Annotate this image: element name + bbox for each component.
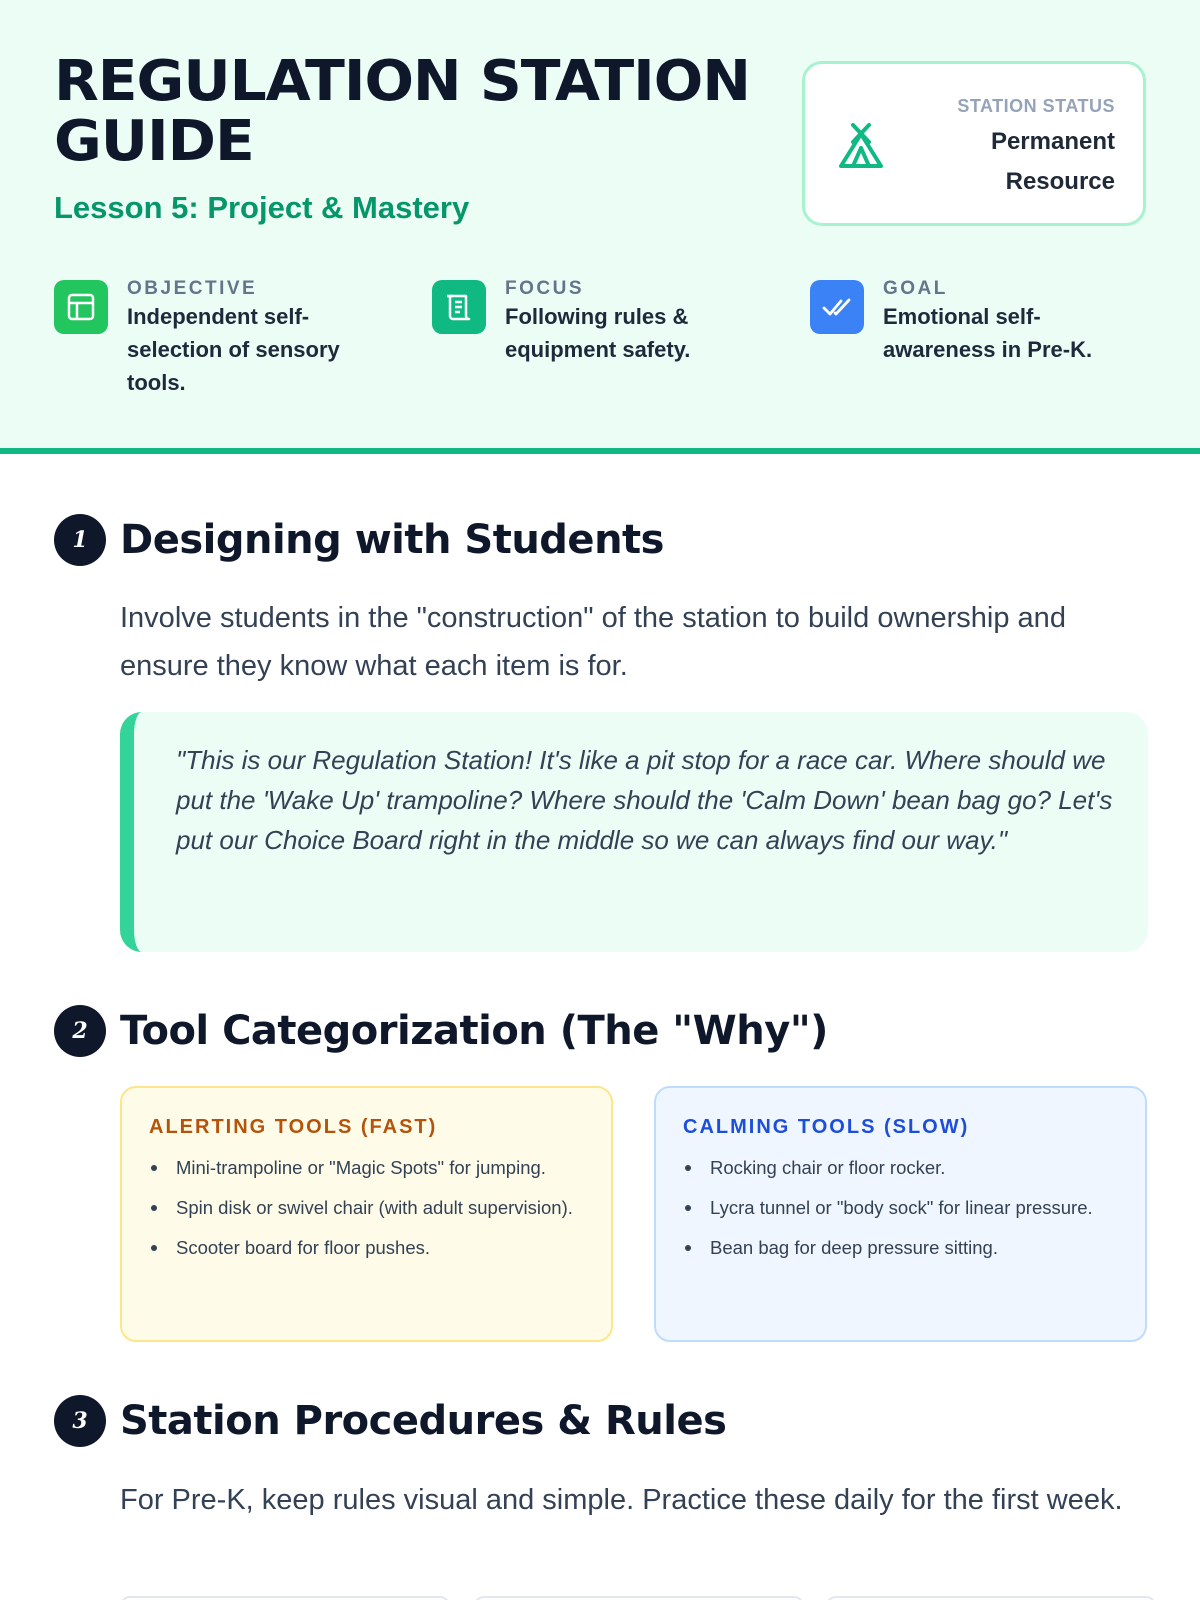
section-title: Tool Categorization (The "Why") (120, 1008, 828, 1054)
list-item: Bean bag for deep pressure sitting. (683, 1234, 1113, 1261)
focus-label: FOCUS (505, 278, 584, 299)
rule-card-edge (826, 1596, 1156, 1600)
section-number: 3 (54, 1395, 106, 1447)
card-title: ALERTING TOOLS (FAST) (149, 1116, 438, 1138)
calming-tools-card (654, 1086, 1147, 1342)
layout-icon (54, 280, 108, 334)
goal-label: GOAL (883, 278, 948, 299)
page-title: REGULATION STATION GUIDE (54, 49, 750, 174)
objective-label: OBJECTIVE (127, 278, 258, 299)
objective-text: Independent self-selection of sensory tools. (127, 304, 340, 395)
section-title: Designing with Students (120, 517, 664, 563)
section-title: Station Procedures & Rules (120, 1398, 727, 1444)
status-label: STATION STATUS (957, 96, 1115, 116)
lesson-subtitle: Lesson 5: Project & Mastery (54, 190, 470, 225)
scroll-icon (432, 280, 486, 334)
station-status-card (802, 61, 1146, 226)
alerting-tools-list (149, 1154, 579, 1274)
list-item: Lycra tunnel or "body sock" for linear pressure. (683, 1194, 1113, 1221)
rule-card-edge (120, 1596, 450, 1600)
section-number: 1 (54, 514, 106, 566)
quote-text: "This is our Regulation Station! It's like a pit stop for a race car. Where should we put the 'Wake Up' trampoline? Where should the 'Calm Down' bean bag go? Let's put our Choice Board right in the middle so we can always find our way." (176, 745, 1113, 855)
goal-text: Emotional self-awareness in Pre-K. (883, 304, 1093, 362)
teacher-script-quote (120, 712, 1148, 952)
focus-text: Following rules & equipment safety. (505, 304, 691, 362)
calming-tools-list (683, 1154, 1113, 1274)
page-header (0, 0, 1200, 454)
section-1-body: Involve students in the "construction" of the station to build ownership and ensure they know what each item is for. (120, 602, 1066, 682)
list-item: Spin disk or swivel chair (with adult supervision). (149, 1194, 579, 1221)
list-item: Scooter board for floor pushes. (149, 1234, 579, 1261)
card-title: CALMING TOOLS (SLOW) (683, 1116, 970, 1138)
rule-card-edge (474, 1596, 804, 1600)
goal-block (810, 278, 1150, 408)
tent-icon (835, 122, 887, 170)
status-value: Permanent Resource (990, 128, 1115, 195)
section-3-body: For Pre-K, keep rules visual and simple. Practice these daily for the first week. (120, 1484, 1123, 1516)
double-check-icon (810, 280, 864, 334)
focus-block (432, 278, 772, 408)
list-item: Rocking chair or floor rocker. (683, 1154, 1113, 1181)
objective-block (54, 278, 394, 408)
section-number: 2 (54, 1005, 106, 1057)
list-item: Mini-trampoline or "Magic Spots" for jumping. (149, 1154, 579, 1181)
alerting-tools-card (120, 1086, 613, 1342)
